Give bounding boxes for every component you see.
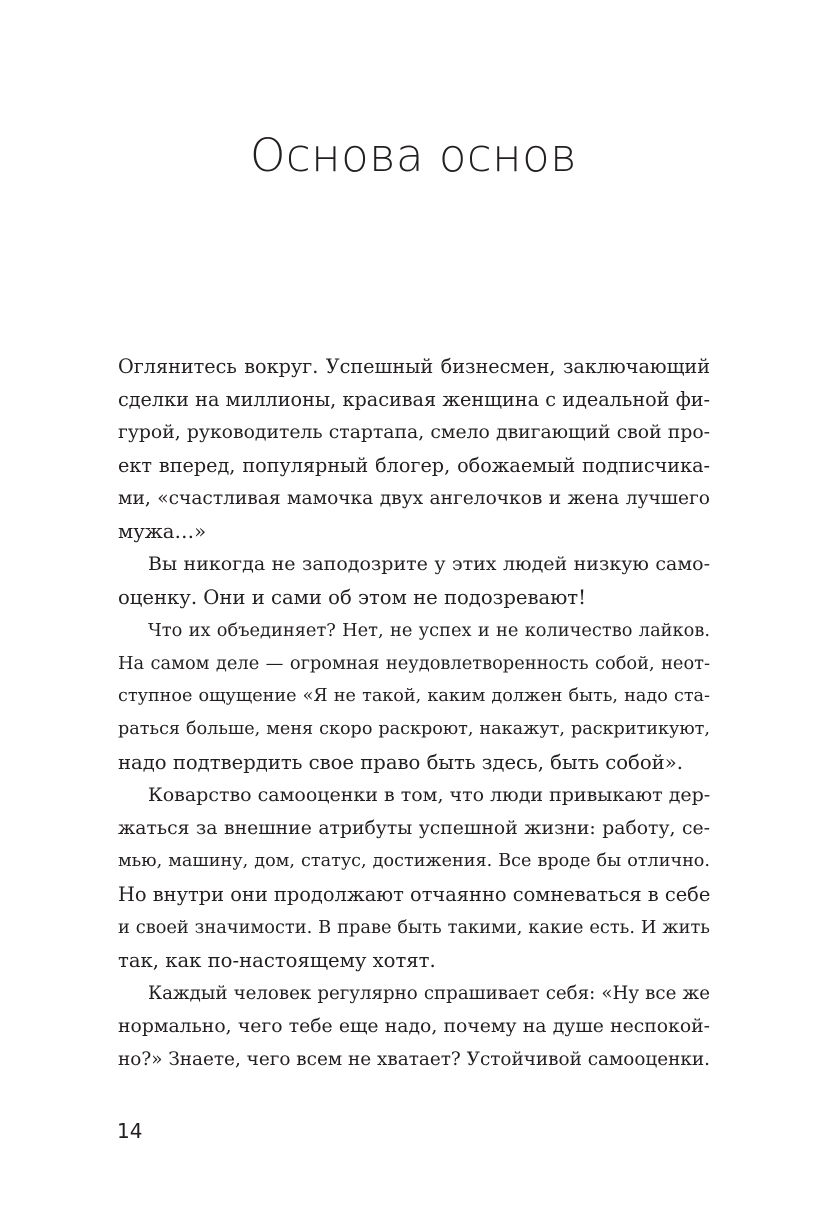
text-line: раться больше, меня скоро раскроют, накажут, раскритикуют, (118, 719, 710, 739)
paragraph-3 (118, 614, 710, 779)
text-line: На самом деле — огромная неудовлетворенность собой, неот- (118, 653, 710, 674)
text-line: Что их объединяет? Нет, не успех и не количество лайков. (148, 620, 710, 641)
text-line: надо подтвердить свое право быть здесь, быть собой». (118, 751, 683, 774)
chapter-title: Основа основ (250, 129, 577, 182)
text-line: ми, «счастливая мамочка двух ангелочков и жена лучшего (118, 488, 710, 509)
text-line: но?» Знаете, чего всем не хватает? Устойчивой самооценки. (118, 1049, 710, 1070)
text-line: Коварство самооценки в том, что люди привыкают дер- (148, 784, 710, 806)
text-line: жаться за внешние атрибуты успешной жизни: работу, се- (118, 818, 710, 839)
text-line: гурой, руководитель стартапа, смело двигающий свой про- (118, 422, 710, 443)
text-line: ект вперед, популярный блогер, обожаемый подписчика- (118, 454, 710, 477)
text-line: так, как по-настоящему хотят. (118, 949, 436, 972)
body-text (118, 350, 710, 1076)
text-line: Но внутри они продолжают отчаянно сомневаться в себе (118, 883, 710, 906)
text-line: мью, машину, дом, статус, достижения. Все вроде бы отлично. (118, 851, 710, 871)
text-line: нормально, чего тебе еще надо, почему на душе неспокой- (118, 1016, 710, 1037)
page-number: 14 (117, 1119, 143, 1143)
text-line: Оглянитесь вокруг. Успешный бизнесмен, заключающий (118, 355, 710, 378)
paragraph-5 (118, 977, 710, 1076)
paragraph-4 (118, 779, 710, 977)
text-line: ступное ощущение «Я не такой, каким должен быть, надо ста- (118, 686, 710, 706)
paragraph-2 (118, 548, 710, 614)
text-line: мужа…» (118, 520, 207, 543)
text-line: и своей значимости. В праве быть такими, какие есть. И жить (118, 917, 710, 938)
text-line: Каждый человек регулярно спрашивает себя: «Ну все же (148, 983, 710, 1004)
text-line: Вы никогда не заподозрите у этих людей низкую само- (148, 553, 710, 575)
text-line: оценку. Они и сами об этом не подозревают! (118, 586, 586, 609)
text-line: сделки на миллионы, красивая женщина с идеальной фи- (118, 388, 710, 411)
paragraph-1 (118, 350, 710, 548)
